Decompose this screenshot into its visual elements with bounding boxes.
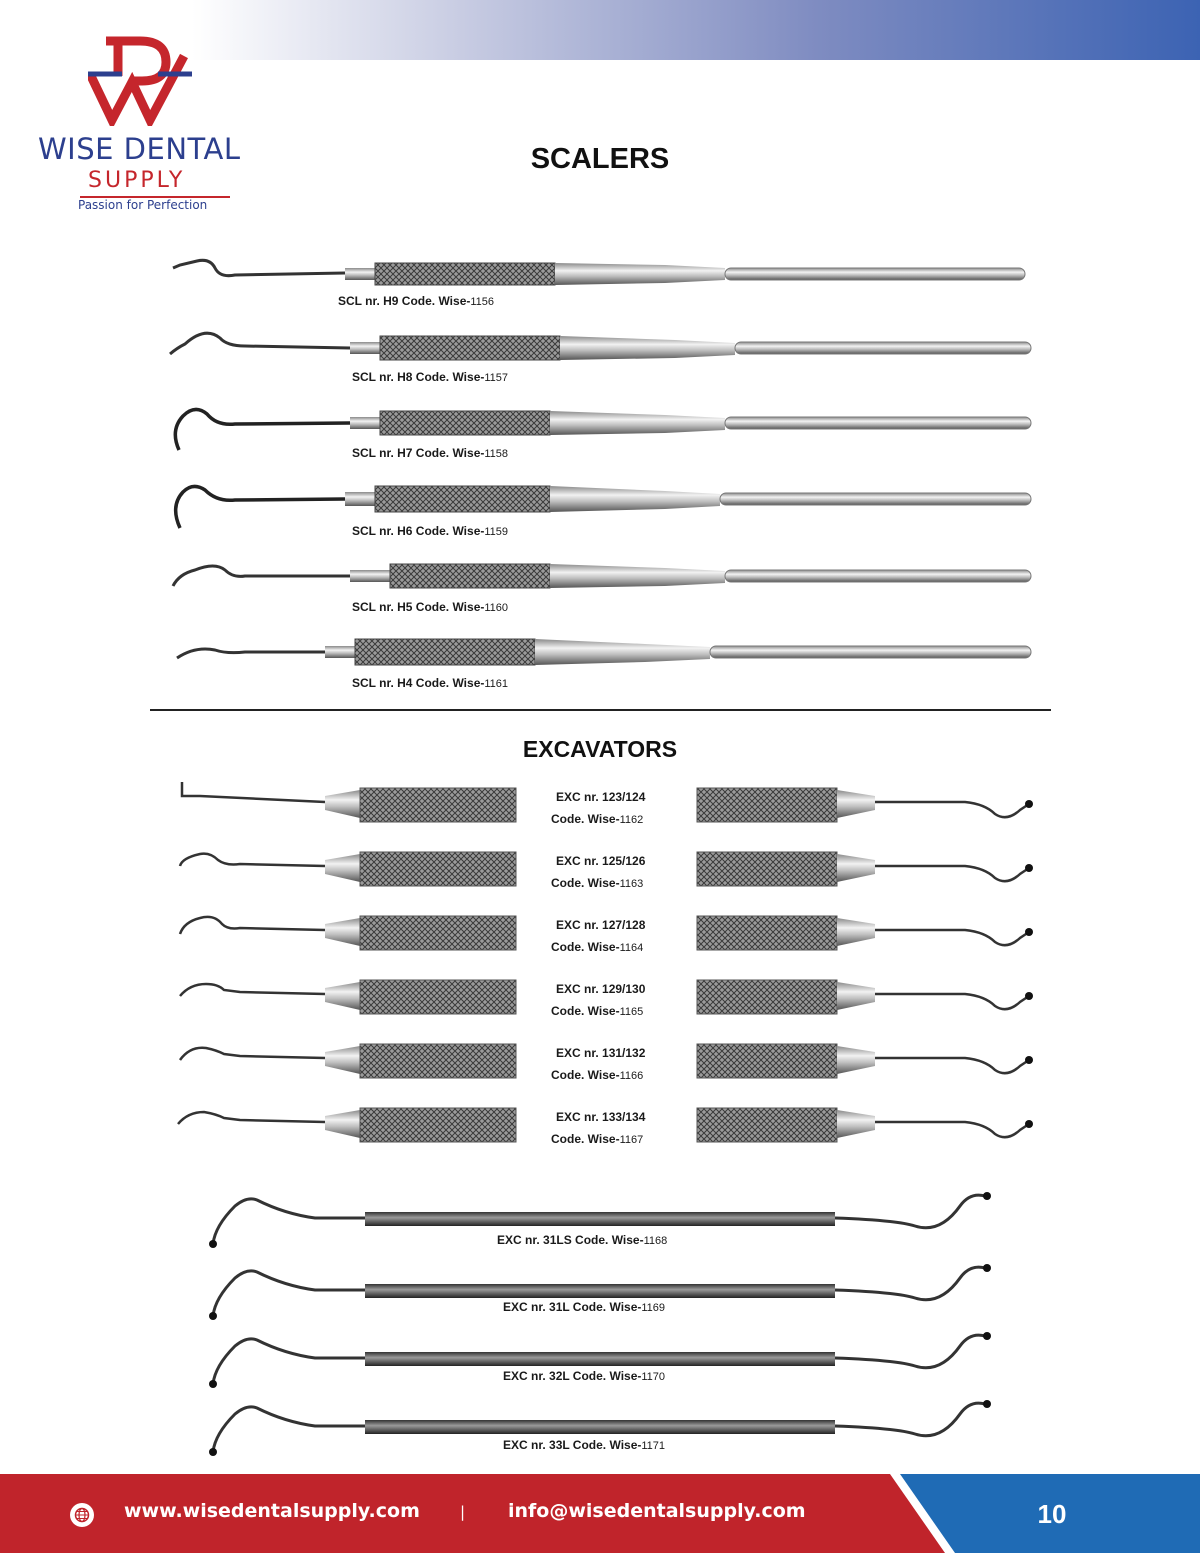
excavator-name: EXC nr. 131/132 — [556, 1046, 646, 1060]
footer-website-link[interactable]: www.wisedentalsupply.com — [124, 1500, 420, 1522]
scaler-label: SCL nr. H8 Code. Wise-1157 — [352, 370, 509, 384]
excavator-left-image — [170, 844, 520, 894]
section-divider — [150, 709, 1051, 711]
excavator-name: EXC nr. 133/134 — [556, 1110, 646, 1124]
page-number: 10 — [1037, 1499, 1067, 1529]
long-excavator-label: EXC nr. 31L Code. Wise-1169 — [503, 1300, 666, 1314]
excavator-left-image — [170, 908, 520, 958]
long-excavator-label: EXC nr. 33L Code. Wise-1171 — [503, 1438, 666, 1452]
scaler-label: SCL nr. H4 Code. Wise-1161 — [352, 676, 509, 690]
scaler-image — [165, 250, 1035, 290]
excavator-code: Code. Wise-1163 — [551, 876, 644, 890]
scaler-label: SCL nr. H7 Code. Wise-1158 — [352, 446, 509, 460]
scaler-image — [165, 326, 1035, 366]
brand-tagline: Passion for Perfection — [78, 198, 208, 212]
excavator-right-image — [695, 1100, 1040, 1150]
excavator-code: Code. Wise-1162 — [551, 812, 644, 826]
globe-icon — [70, 1503, 94, 1527]
excavator-right-image — [695, 844, 1040, 894]
scaler-label: SCL nr. H5 Code. Wise-1160 — [352, 600, 509, 614]
excavator-left-image — [170, 1036, 520, 1086]
wd-monogram-icon — [88, 36, 198, 126]
scaler-label: SCL nr. H6 Code. Wise-1159 — [352, 524, 509, 538]
brand-logo — [38, 36, 248, 216]
excavator-name: EXC nr. 129/130 — [556, 982, 646, 996]
footer-email-link[interactable]: info@wisedentalsupply.com — [508, 1500, 806, 1522]
excavator-right-image — [695, 1036, 1040, 1086]
excavator-code: Code. Wise-1165 — [551, 1004, 644, 1018]
excavator-code: Code. Wise-1166 — [551, 1068, 644, 1082]
scaler-label: SCL nr. H9 Code. Wise-1156 — [338, 294, 495, 308]
excavator-name: EXC nr. 123/124 — [556, 790, 646, 804]
scaler-image — [165, 556, 1035, 596]
scaler-image — [165, 402, 1035, 452]
excavator-left-image — [170, 1100, 520, 1150]
excavator-left-image — [170, 972, 520, 1022]
excavator-name: EXC nr. 127/128 — [556, 918, 646, 932]
brand-subname: SUPPLY — [88, 168, 186, 193]
excavator-right-image — [695, 972, 1040, 1022]
excavator-name: EXC nr. 125/126 — [556, 854, 646, 868]
brand-name: WISE DENTAL — [38, 132, 241, 166]
section-title-excavators: EXCAVATORS — [522, 736, 678, 762]
excavator-code: Code. Wise-1167 — [551, 1132, 644, 1146]
long-excavator-label: EXC nr. 32L Code. Wise-1170 — [503, 1369, 666, 1383]
long-excavator-image — [195, 1258, 1005, 1328]
excavator-right-image — [695, 780, 1040, 830]
section-title-scalers: SCALERS — [530, 143, 670, 175]
footer-separator: | — [460, 1503, 466, 1521]
long-excavator-label: EXC nr. 31LS Code. Wise-1168 — [497, 1233, 668, 1247]
scaler-image — [165, 478, 1035, 530]
excavator-right-image — [695, 908, 1040, 958]
long-excavator-image — [195, 1394, 1005, 1464]
scaler-image — [165, 632, 1035, 672]
long-excavator-image — [195, 1326, 1005, 1396]
excavator-code: Code. Wise-1164 — [551, 940, 644, 954]
excavator-left-image — [170, 780, 520, 830]
